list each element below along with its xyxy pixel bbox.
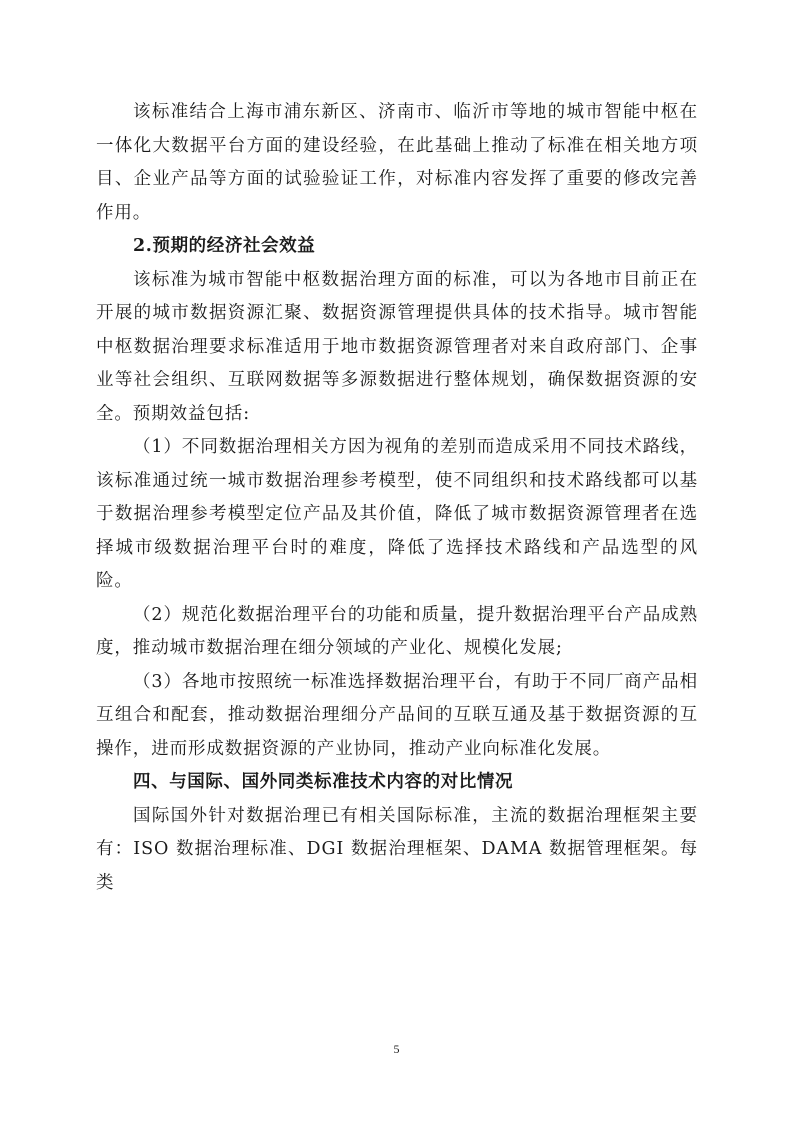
list-item-benefit-3: （3）各地市按照统一标准选择数据治理平台，有助于不同厂商产品相互组合和配套，推动数据治理细分产品间的互联互通及基于数据资源的互操作，进而形成数据资源的产业协同，推动产业向标准化发展。 — [96, 671, 698, 759]
list-item-benefit-2: （2）规范化数据治理平台的功能和质量，提升数据治理平台产品成熟度，推动城市数据治理在细分领域的产业化、规模化发展; — [96, 604, 698, 658]
section-heading-expected-benefits: 2.预期的经济社会效益 — [133, 236, 316, 256]
paragraph-pilot-validation: 该标准结合上海市浦东新区、济南市、临沂市等地的城市智能中枢在一体化大数据平台方面的建设经验，在此基础上推动了标准在相关地方项目、企业产品等方面的试验验证工作，对标准内容发挥了重要的修改完善作用。 — [96, 102, 698, 223]
section-heading-international-comparison: 四、与国际、国外同类标准技术内容的对比情况 — [133, 772, 514, 792]
paragraph-international-standards: 国际国外针对数据治理已有相关国际标准，主流的数据治理框架主要有：ISO 数据治理标准、DGI 数据治理框架、DAMA 数据管理框架。每类 — [96, 805, 698, 893]
document-body — [96, 96, 698, 900]
paragraph-benefits-intro: 该标准为城市智能中枢数据治理方面的标准，可以为各地市目前正在开展的城市数据资源汇聚、数据资源管理提供具体的技术指导。城市智能中枢数据治理要求标准适用于地市数据资源管理者对来自政府部门、企事业等社会组织、互联网数据等多源数据进行整体规划，确保数据资源的安全。预期效益包括: — [96, 269, 698, 424]
list-item-benefit-1: （1）不同数据治理相关方因为视角的差别而造成采用不同技术路线，该标准通过统一城市数据治理参考模型，使不同组织和技术路线都可以基于数据治理参考模型定位产品及其价值，降低了城市数据资源管理者在选择城市级数据治理平台时的难度，降低了选择技术路线和产品选型的风险。 — [96, 437, 698, 591]
page-number: 5 — [393, 1042, 400, 1056]
